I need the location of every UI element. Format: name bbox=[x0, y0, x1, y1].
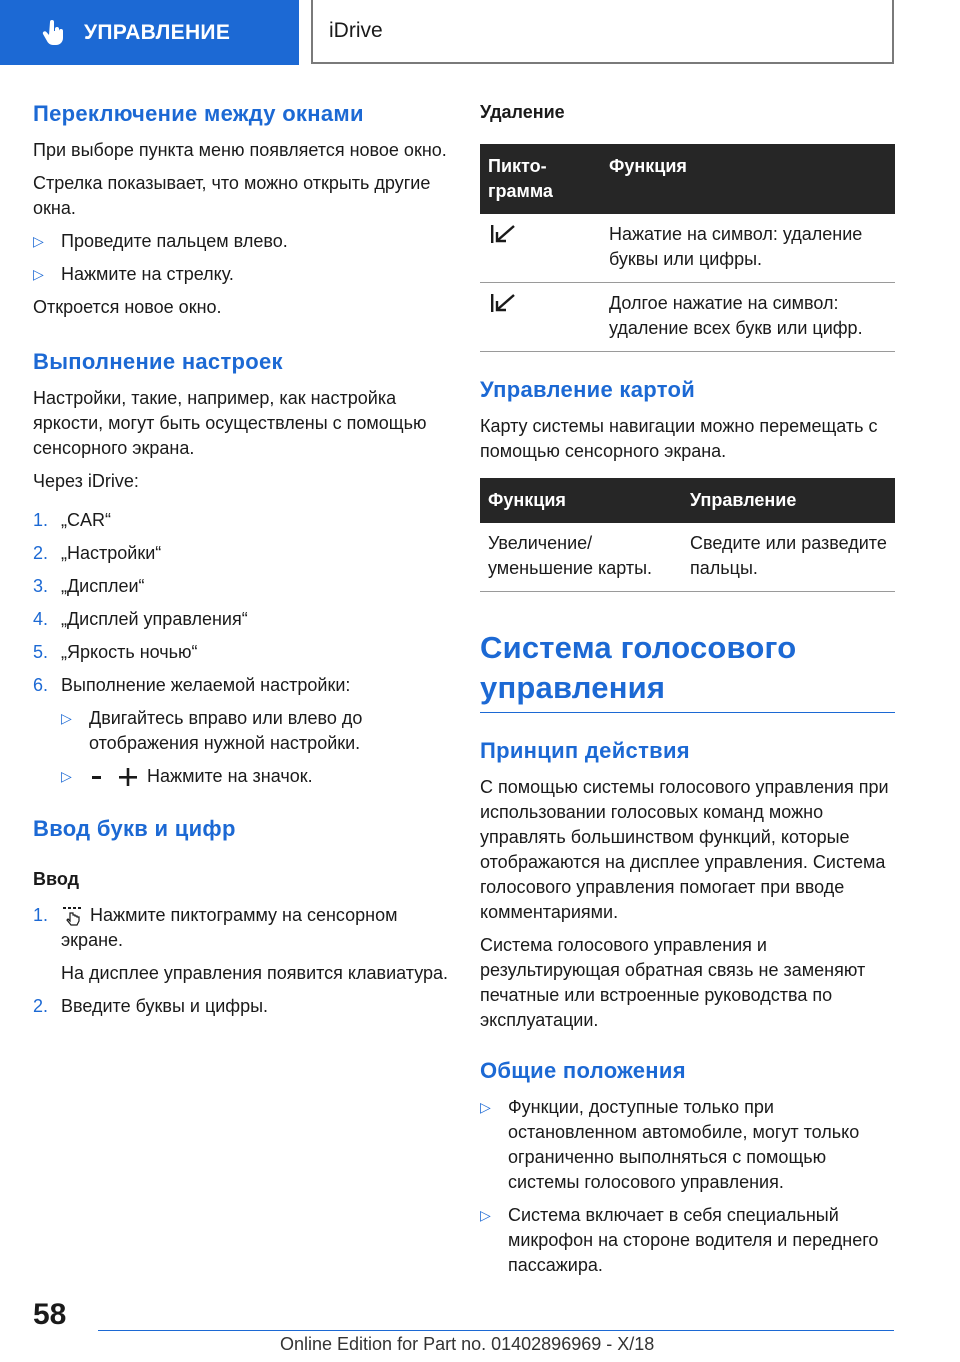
list-item-text: Нажмите на стрелку. bbox=[61, 264, 234, 284]
list-item-text: Функции, доступные только при остановленном автомобиле, могут только ограниченно выполняться с помощью системы голосового управления. bbox=[508, 1097, 860, 1192]
list-item bbox=[33, 607, 453, 632]
list-number: 1. bbox=[33, 510, 49, 530]
sub-list-item bbox=[61, 706, 453, 756]
list-number: 3. bbox=[33, 576, 49, 596]
sub-list-item bbox=[61, 764, 453, 789]
backspace-arrow-icon bbox=[488, 222, 522, 248]
section-tab-label: УПРАВЛЕНИЕ bbox=[84, 20, 231, 44]
list-number: 5. bbox=[33, 642, 49, 662]
paragraph: Через iDrive: bbox=[33, 471, 139, 491]
list-item bbox=[33, 903, 453, 953]
triangle-bullet-icon: ▷ bbox=[61, 768, 72, 784]
list-item-text: Выполнение желаемой настройки: bbox=[61, 675, 351, 695]
table-header-cell: Функция bbox=[480, 478, 682, 523]
table-header-cell: Пикто-грамма bbox=[480, 144, 601, 214]
list-item-text: Проведите пальцем влево. bbox=[61, 231, 288, 251]
section-tab bbox=[0, 0, 299, 65]
right-column bbox=[480, 100, 895, 1286]
list-item-text: „Дисплеи“ bbox=[61, 576, 145, 596]
list-item-text: „CAR“ bbox=[61, 510, 111, 530]
list-item bbox=[33, 640, 453, 665]
chapter-header bbox=[311, 0, 894, 64]
list-item bbox=[33, 994, 453, 1019]
footer-edition: Online Edition for Part no. 01402896969 - X/18 bbox=[280, 1334, 655, 1354]
keyboard-touch-icon bbox=[61, 905, 85, 927]
table-header-row bbox=[480, 478, 895, 523]
table-header-cell: Управление bbox=[682, 478, 895, 523]
paragraph: На дисплее управления появится клавиатура. bbox=[61, 963, 449, 983]
triangle-bullet-icon: ▷ bbox=[480, 1207, 491, 1223]
list-number: 6. bbox=[33, 675, 49, 695]
list-number: 1. bbox=[33, 905, 49, 925]
chapter-title: iDrive bbox=[329, 19, 383, 42]
list-item-content bbox=[61, 903, 453, 953]
table-cell bbox=[480, 283, 601, 352]
table-row bbox=[480, 523, 895, 592]
heading-map-control: Управление картой bbox=[480, 377, 696, 402]
triangle-bullet-icon: ▷ bbox=[480, 1099, 491, 1115]
paragraph: Система голосового управления и результирующая обратная связь не заменяют печатные или встроенные руководства по эксплуатации. bbox=[480, 935, 866, 1030]
left-column bbox=[33, 100, 453, 1027]
touch-hand-icon bbox=[40, 19, 68, 47]
table-cell: Нажатие на символ: удаление буквы или цифры. bbox=[601, 214, 895, 283]
list-item-text: Нажмите пиктограмму на сенсорном экране. bbox=[61, 905, 398, 950]
paragraph: При выборе пункта меню появляется новое окно. bbox=[33, 140, 447, 160]
list-item-text: „Настройки“ bbox=[61, 543, 162, 563]
heading-divider bbox=[480, 712, 895, 713]
list-item-text: Введите буквы и цифры. bbox=[61, 996, 269, 1016]
table-row bbox=[480, 214, 895, 283]
table-header-row bbox=[480, 144, 895, 214]
list-item bbox=[33, 229, 453, 254]
table-cell: Увеличение/уменьшение карты. bbox=[480, 523, 682, 592]
heading-general: Общие положения bbox=[480, 1058, 686, 1083]
subheading-delete: Удаление bbox=[480, 102, 565, 122]
minus-icon bbox=[89, 767, 111, 787]
heading-principle: Принцип действия bbox=[480, 738, 690, 763]
list-item-text: „Яркость ночью“ bbox=[61, 642, 198, 662]
list-item bbox=[33, 574, 453, 599]
table-header-cell: Функция bbox=[601, 144, 895, 214]
list-number: 4. bbox=[33, 609, 49, 629]
triangle-bullet-icon: ▷ bbox=[61, 710, 72, 726]
paragraph: Карту системы навигации можно перемещать с помощью сенсорного экрана. bbox=[480, 416, 878, 461]
heading-settings: Выполнение настроек bbox=[33, 349, 283, 374]
list-item bbox=[480, 1095, 895, 1195]
table-cell bbox=[480, 214, 601, 283]
list-item bbox=[33, 508, 453, 533]
triangle-bullet-icon: ▷ bbox=[33, 266, 44, 282]
delete-table bbox=[480, 144, 895, 352]
table-cell: Сведите или разведите пальцы. bbox=[682, 523, 895, 592]
heading-switch-windows: Переключение между окнами bbox=[33, 101, 364, 126]
list-item-content bbox=[89, 764, 453, 789]
footer-divider bbox=[98, 1330, 894, 1331]
backspace-arrow-icon bbox=[488, 291, 522, 317]
table-row bbox=[480, 283, 895, 352]
paragraph: Откроется новое окно. bbox=[33, 297, 222, 317]
list-item-text: „Дисплей управления“ bbox=[61, 609, 248, 629]
triangle-bullet-icon: ▷ bbox=[33, 233, 44, 249]
paragraph: Стрелка показывает, что можно открыть другие окна. bbox=[33, 173, 431, 218]
list-item-text: Нажмите на значок. bbox=[147, 766, 313, 786]
list-number: 2. bbox=[33, 543, 49, 563]
subheading-input: Ввод bbox=[33, 869, 80, 889]
paragraph: Настройки, такие, например, как настройка яркости, могут быть осуществлены с помощью сенсорного экрана. bbox=[33, 388, 427, 458]
chapter-heading-voice-control: Система голосового управления bbox=[480, 630, 797, 705]
plus-icon bbox=[116, 766, 142, 788]
list-item bbox=[33, 262, 453, 287]
list-number: 2. bbox=[33, 996, 49, 1016]
page-number: 58 bbox=[33, 1298, 67, 1331]
map-table bbox=[480, 478, 895, 592]
list-item bbox=[33, 673, 453, 698]
table-cell: Долгое нажатие на символ: удаление всех букв или цифр. bbox=[601, 283, 895, 352]
list-item-text: Система включает в себя специальный микрофон на стороне водителя и переднего пассажира. bbox=[508, 1205, 879, 1275]
list-item bbox=[480, 1203, 895, 1278]
paragraph: С помощью системы голосового управления при использовании голосовых команд можно управлять большинством функций, которые отображаются на дисплее управления. Система голосового управления помогает при вводе комментариями. bbox=[480, 777, 889, 922]
heading-text-input: Ввод букв и цифр bbox=[33, 816, 236, 841]
list-item bbox=[33, 541, 453, 566]
list-item-text: Двигайтесь вправо или влево до отображения нужной настройки. bbox=[89, 708, 363, 753]
